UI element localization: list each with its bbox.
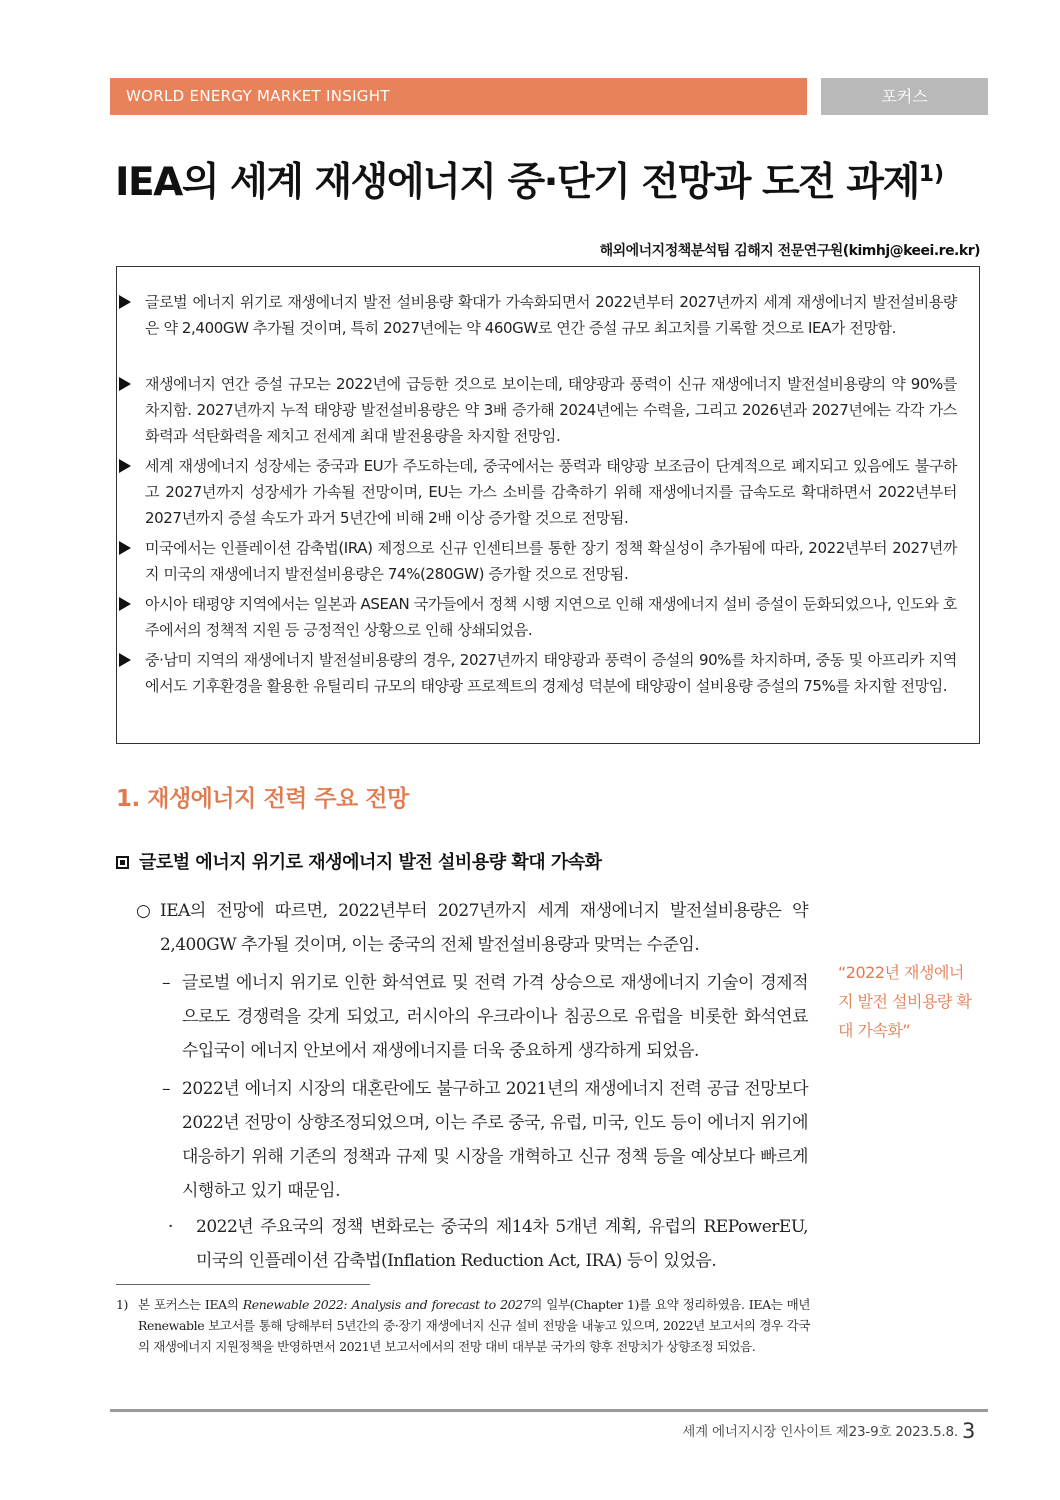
author-line: 해외에너지정책분석팀 김해지 전문연구원(kimhj@keei.re.kr) [599, 243, 980, 259]
square-bullet-icon [116, 856, 129, 869]
summary-item [145, 371, 957, 449]
summary-item-text: 미국에서는 인플레이션 감축법(IRA) 제정으로 신규 인센티브를 통한 장기 정책 확실성이 추가됨에 따라, 2022년부터 2027년까지 미국의 재생에너지 발전설비용량은 74%(280GW) 증가할 것으로 전망됨. [145, 539, 957, 583]
section-heading: 1. 재생에너지 전력 주요 전망 [116, 786, 409, 812]
series-banner [110, 78, 807, 115]
summary-box [116, 266, 980, 744]
dash-bullet-icon: – [162, 1079, 171, 1099]
summary-item [145, 289, 957, 341]
footnote-body [138, 1294, 810, 1357]
series-name: WORLD ENERGY MARKET INSIGHT [126, 87, 390, 105]
footnote-divider [116, 1284, 370, 1285]
summary-item-text: 세계 재생에너지 성장세는 중국과 EU가 주도하는데, 중국에서는 풍력과 태양광 보조금이 단계적으로 폐지되고 있음에도 불구하고 2027년까지 성장세가 가속될 전망이며, EU는 가스 소비를 감축하기 위해 재생에너지를 급속도로 확대하면서 2022년부터 2027년까지 증설 속도가 과거 5년간에 비해 2배 이상 증가할 것으로 전망됨. [145, 457, 957, 527]
pull-quote: “2022년 재생에너지 발전 설비용량 확대 가속화” [838, 963, 972, 1040]
article-title [115, 148, 995, 210]
sub-point-text: 2022년 에너지 시장의 대혼란에도 불구하고 2021년의 재생에너지 전력 공급 전망보다 2022년 전망이 상향조정되었으며, 이는 주로 중국, 유럽, 미국, 인도 등이 에너지 위기에 대응하기 위해 기존의 정책과 규제 및 시장을 개혁하고 신규 정책 등을 예상보다 빠르게 시행하고 있기 때문임. [182, 1079, 808, 1201]
summary-item-text: 글로벌 에너지 위기로 재생에너지 발전 설비용량 확대가 가속화되면서 2022년부터 2027년까지 세계 재생에너지 발전설비용량은 약 2,400GW 추가될 것이며, 특히 2027년에는 약 460GW로 연간 증설 규모 최고치를 기록할 것으로 IEA가 전망함. [145, 293, 957, 337]
summary-item [145, 535, 957, 587]
summary-item-text: 중·남미 지역의 재생에너지 발전설비용량의 경우, 2027년까지 태양광과 풍력이 증설의 90%를 차지하며, 중동 및 아프리카 지역에서도 기후환경을 활용한 유틸리티 규모의 태양광 프로젝트의 경제성 덕분에 태양광이 설비용량 증설의 75%를 차지할 전망임. [145, 651, 957, 695]
main-point-text: IEA의 전망에 따르면, 2022년부터 2027년까지 세계 재생에너지 발전설비용량은 약 2,400GW 추가될 것이며, 이는 중국의 전체 발전설비용량과 맞먹는 수준임. [160, 901, 808, 955]
summary-item [145, 647, 957, 699]
section-tag [821, 78, 988, 115]
footnote-suffix: 의 일부(Chapter 1)를 요약 정리하였음. IEA는 매년 Renewable 보고서를 통해 당해부터 5년간의 중·장기 재생에너지 신규 설비 전망을 내놓고 있으며, 2022년 보고서의 경우 각국의 재생에너지 지원정책을 반영하면서 2021년 보고서에서의 전망 대비 대부분 국가의 향후 전망치가 상향조정 되었음. [138, 1297, 810, 1354]
dash-bullet-icon: – [162, 973, 171, 993]
subsection-heading [116, 848, 602, 874]
dot-bullet-icon: · [168, 1217, 174, 1237]
triangle-bullet-icon [119, 541, 131, 555]
page-number: 3 [962, 1419, 976, 1443]
triangle-bullet-icon [119, 653, 131, 667]
summary-item [145, 591, 957, 643]
summary-item-text: 재생에너지 연간 증설 규모는 2022년에 급등한 것으로 보이는데, 태양광과 풍력이 신규 재생에너지 발전설비용량의 약 90%를 차지함. 2027년까지 누적 태양광 발전설비용량은 약 3배 증가해 2024년에는 수력을, 그리고 2026년과 2027년에는 각각 가스화력과 석탄화력을 제치고 전세계 최대 발전용량을 차지할 전망임. [145, 375, 957, 445]
summary-item-text: 아시아 태평양 지역에서는 일본과 ASEAN 국가들에서 정책 시행 지연으로 인해 재생에너지 설비 증설이 둔화되었으나, 인도와 호주에서의 정책적 지원 등 긍정적인 상황으로 인해 상쇄되었음. [145, 595, 957, 639]
triangle-bullet-icon [119, 459, 131, 473]
footer-publication: 세계 에너지시장 인사이트 제23-9호 2023.5.8. [682, 1424, 958, 1440]
title-footnote-link[interactable]: 1) [918, 162, 945, 187]
triangle-bullet-icon [119, 377, 131, 391]
article-title-text: IEA의 세계 재생에너지 중·단기 전망과 도전 과제 [115, 160, 919, 205]
footnote [116, 1294, 810, 1357]
section-tag-label: 포커스 [881, 87, 928, 106]
triangle-bullet-icon [119, 597, 131, 611]
circle-bullet-icon: ○ [136, 901, 151, 921]
summary-item [145, 453, 957, 531]
footnote-number: 1) [116, 1297, 129, 1312]
footer-divider [110, 1409, 988, 1412]
footnote-report-title: Renewable 2022: Analysis and forecast to 2027 [242, 1297, 531, 1312]
footnote-prefix: 본 포커스는 IEA의 [138, 1297, 243, 1312]
subsection-heading-text: 글로벌 에너지 위기로 재생에너지 발전 설비용량 확대 가속화 [139, 852, 602, 873]
detail-point-text: 2022년 주요국의 정책 변화로는 중국의 제14차 5개년 계획, 유럽의 REPowerEU, 미국의 인플레이션 감축법(Inflation Reduction Act, IRA) 등이 있었음. [196, 1217, 808, 1271]
triangle-bullet-icon [119, 295, 131, 309]
sub-point-text: 글로벌 에너지 위기로 인한 화석연료 및 전력 가격 상승으로 재생에너지 기술이 경제적으로도 경쟁력을 갖게 되었고, 러시아의 우크라이나 침공으로 유럽을 비롯한 화석연료 수입국이 에너지 안보에서 재생에너지를 더욱 중요하게 생각하게 되었음. [182, 973, 808, 1061]
